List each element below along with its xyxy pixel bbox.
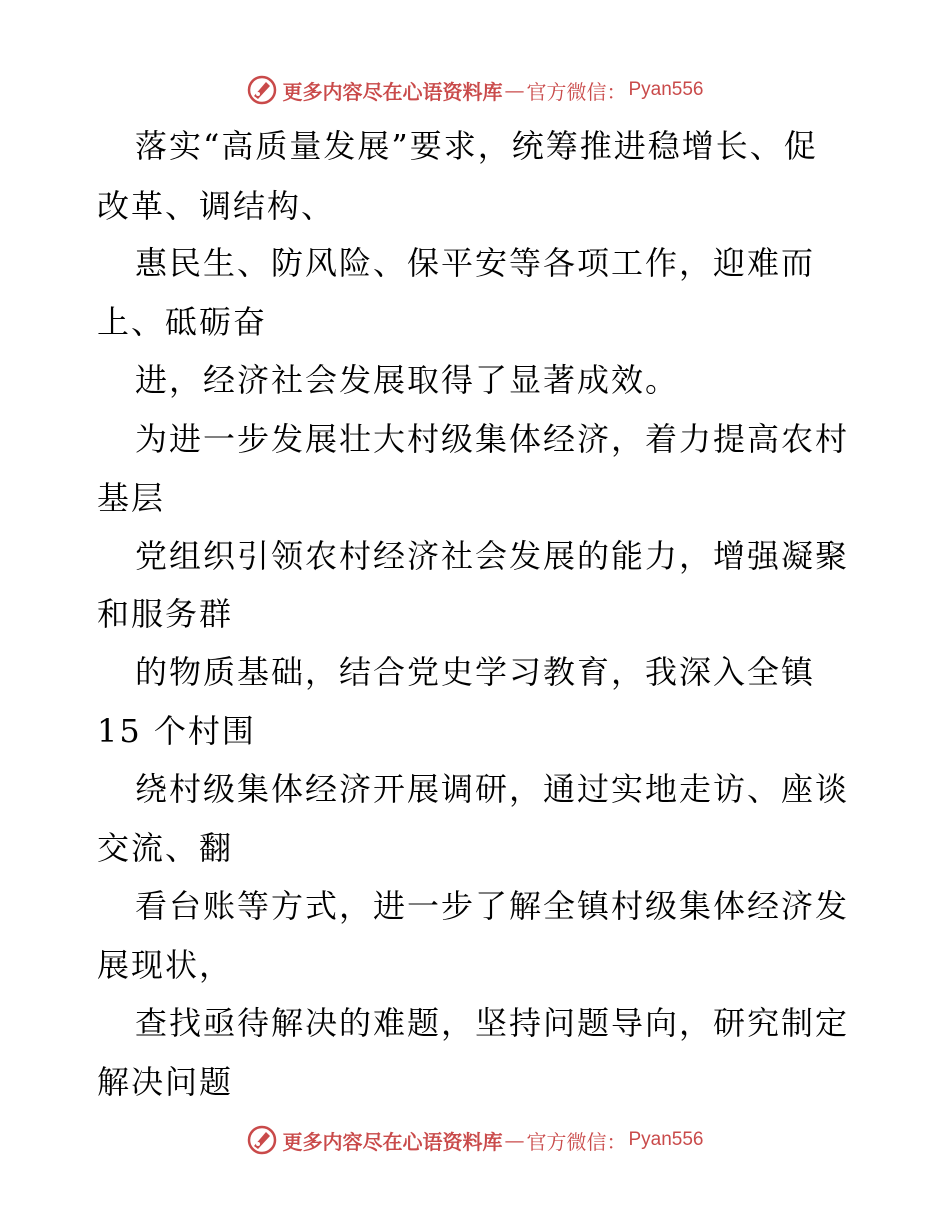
paragraph-line: 为进一步发展壮大村级集体经济，着力提高农村 — [135, 420, 850, 458]
paragraph-line: 和服务群 — [97, 595, 234, 633]
header-banner — [0, 70, 950, 110]
pen-nib-circle-icon — [246, 74, 278, 106]
paragraph-line: 落实“高质量发展”要求，统筹推进稳增长、促 — [135, 127, 818, 165]
paragraph-line: 惠民生、防风险、保平安等各项工作，迎难而 — [135, 244, 816, 282]
paragraph-line: 基层 — [97, 479, 166, 517]
paragraph-line: 解决问题 — [97, 1063, 234, 1101]
paragraph-line: 查找亟待解决的难题，坚持问题导向，研究制定 — [135, 1004, 850, 1042]
pen-nib-circle-icon — [246, 1124, 278, 1156]
banner-channel: 官方微信： — [526, 1129, 627, 1154]
banner-brand: 更多内容尽在心语资料库 — [282, 79, 503, 104]
paragraph-line: 改革、调结构、 — [97, 187, 336, 225]
banner-account: Pyan556 — [628, 1129, 704, 1150]
banner-dash: — — [504, 1128, 525, 1152]
banner-channel: 官方微信： — [526, 79, 627, 104]
paragraph-line: 看台账等方式，进一步了解全镇村级集体经济发 — [135, 887, 850, 925]
banner-brand: 更多内容尽在心语资料库 — [282, 1129, 503, 1154]
footer-banner — [0, 1120, 950, 1160]
banner-dash: — — [504, 78, 525, 102]
paragraph-line: 进，经济社会发展取得了显著成效。 — [135, 361, 680, 399]
paragraph-line: 展现状， — [97, 946, 234, 984]
paragraph-line: 15 个村围 — [97, 712, 256, 750]
paragraph-line: 上、砥砺奋 — [97, 303, 268, 341]
banner-account: Pyan556 — [628, 79, 704, 100]
paragraph-line: 的物质基础，结合党史学习教育，我深入全镇 — [135, 653, 816, 691]
paragraph-line: 绕村级集体经济开展调研，通过实地走访、座谈 — [135, 770, 850, 808]
paragraph-line: 党组织引领农村经济社会发展的能力，增强凝聚 — [135, 537, 850, 575]
paragraph-line: 交流、翻 — [97, 829, 234, 867]
